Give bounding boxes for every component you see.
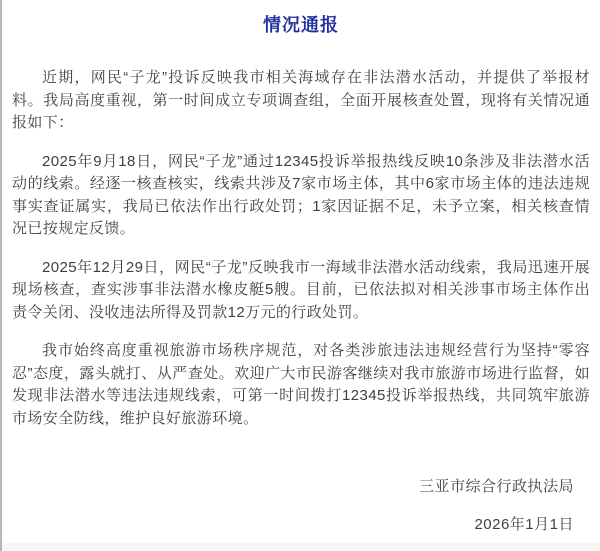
notice-content <box>2 0 600 536</box>
notice-paragraph-intro: 近期，网民“子龙”投诉反映我市相关海域存在非法潜水活动，并提供了举报材料。我局高度重视，第一时间成立专项调查组，全面开展核查处置，现将有关情况通报如下： <box>12 69 590 131</box>
issuing-authority: 三亚市综合行政执法局 <box>418 478 574 495</box>
signature-block <box>12 476 590 536</box>
notice-date: 2026年1月1日 <box>474 515 574 533</box>
notice-title: 情况通报 <box>263 15 339 35</box>
notice-paragraph-closing: 我市始终高度重视旅游市场秩序规范，对各类涉旅违法违规经营行为坚持“零容忍”态度，露头就打、从严查处。欢迎广大市民游客继续对我市旅游市场进行监督，如发现非法潜水等违法违规线索，可第一时间拨打12345投诉举报热线，共同筑牢旅游市场安全防线，维护良好旅游环境。 <box>12 342 590 427</box>
notice-paragraph-sep18-findings: 2025年9月18日，网民“子龙”通过12345投诉举报热线反映10条涉及非法潜水活动的线索。经逐一核查核实，线索共涉及7家市场主体，其中6家市场主体的违法违规事实查证属实，我局已依法作出行政处罚；1家因证据不足，未予立案，相关核查情况已按规定反馈。 <box>12 152 590 237</box>
bottom-edge-strip <box>2 543 600 551</box>
notice-paragraph-dec29-findings: 2025年12月29日，网民“子龙”反映我市一海域非法潜水活动线索，我局迅速开展现场核查，查实涉事非法潜水橡皮艇5艘。目前，已依法拟对相关涉事市场主体作出责令关闭、没收违法所得及罚款12万元的行政处罚。 <box>12 258 590 321</box>
